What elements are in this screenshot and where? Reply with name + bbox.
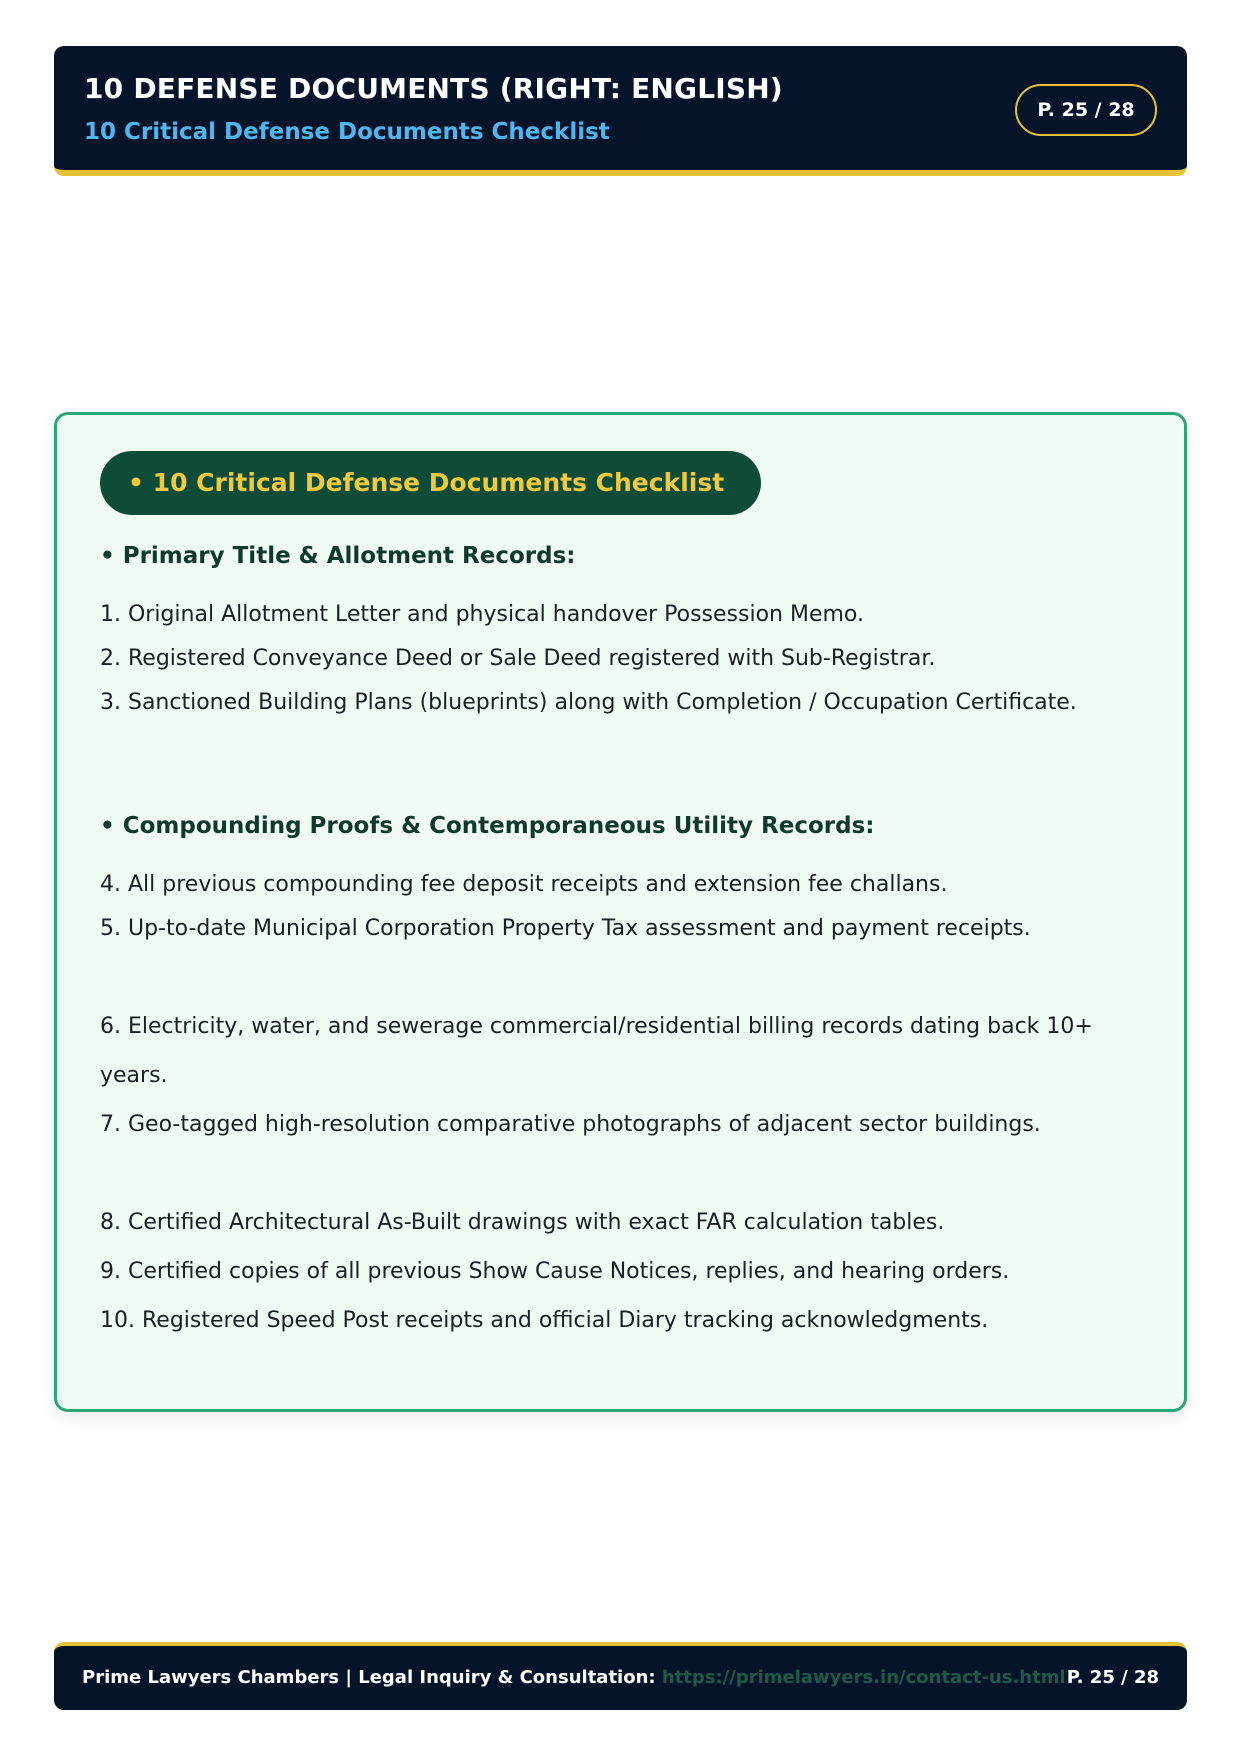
page-footer	[54, 1642, 1187, 1710]
checklist-item-3: 3. Sanctioned Building Plans (blueprints) along with Completion / Occupation Certificate.	[100, 690, 1077, 715]
checklist-item-9: 9. Certified copies of all previous Show Cause Notices, replies, and hearing orders.	[100, 1259, 1010, 1284]
checklist-card	[54, 412, 1187, 1412]
contact-link[interactable]: https://primelawyers.in/contact-us.html	[661, 1667, 1066, 1688]
checklist-item-4: 4. All previous compounding fee deposit receipts and extension fee challans.	[100, 872, 948, 897]
footer-text	[82, 1646, 1066, 1710]
section-heading-compounding-proofs: • Compounding Proofs & Contemporaneous Utility Records:	[100, 813, 875, 839]
checklist-item-10: 10. Registered Speed Post receipts and official Diary tracking acknowledgments.	[100, 1308, 989, 1333]
checklist-title-pill: • 10 Critical Defense Documents Checklist	[100, 451, 761, 515]
page-header	[54, 46, 1187, 176]
header-subtitle: 10 Critical Defense Documents Checklist	[84, 119, 610, 145]
footer-label: Prime Lawyers Chambers | Legal Inquiry & Consultation:	[82, 1667, 662, 1688]
checklist-item-7: 7. Geo-tagged high-resolution comparative photographs of adjacent sector buildings.	[100, 1112, 1041, 1137]
page-number-badge: P. 25 / 28	[1015, 84, 1157, 136]
checklist-item-5: 5. Up-to-date Municipal Corporation Property Tax assessment and payment receipts.	[100, 916, 1031, 941]
checklist-item-6: 6. Electricity, water, and sewerage commercial/residential billing records dating back 10+ years.	[100, 1014, 1093, 1088]
checklist-item-1: 1. Original Allotment Letter and physical handover Possession Memo.	[100, 602, 864, 627]
header-title: 10 DEFENSE DOCUMENTS (RIGHT: ENGLISH)	[84, 72, 783, 105]
footer-page-number: P. 25 / 28	[1066, 1667, 1159, 1688]
section-heading-primary-title: • Primary Title & Allotment Records:	[100, 543, 576, 569]
checklist-item-2: 2. Registered Conveyance Deed or Sale Deed registered with Sub-Registrar.	[100, 646, 936, 671]
checklist-item-8: 8. Certified Architectural As-Built drawings with exact FAR calculation tables.	[100, 1210, 945, 1235]
